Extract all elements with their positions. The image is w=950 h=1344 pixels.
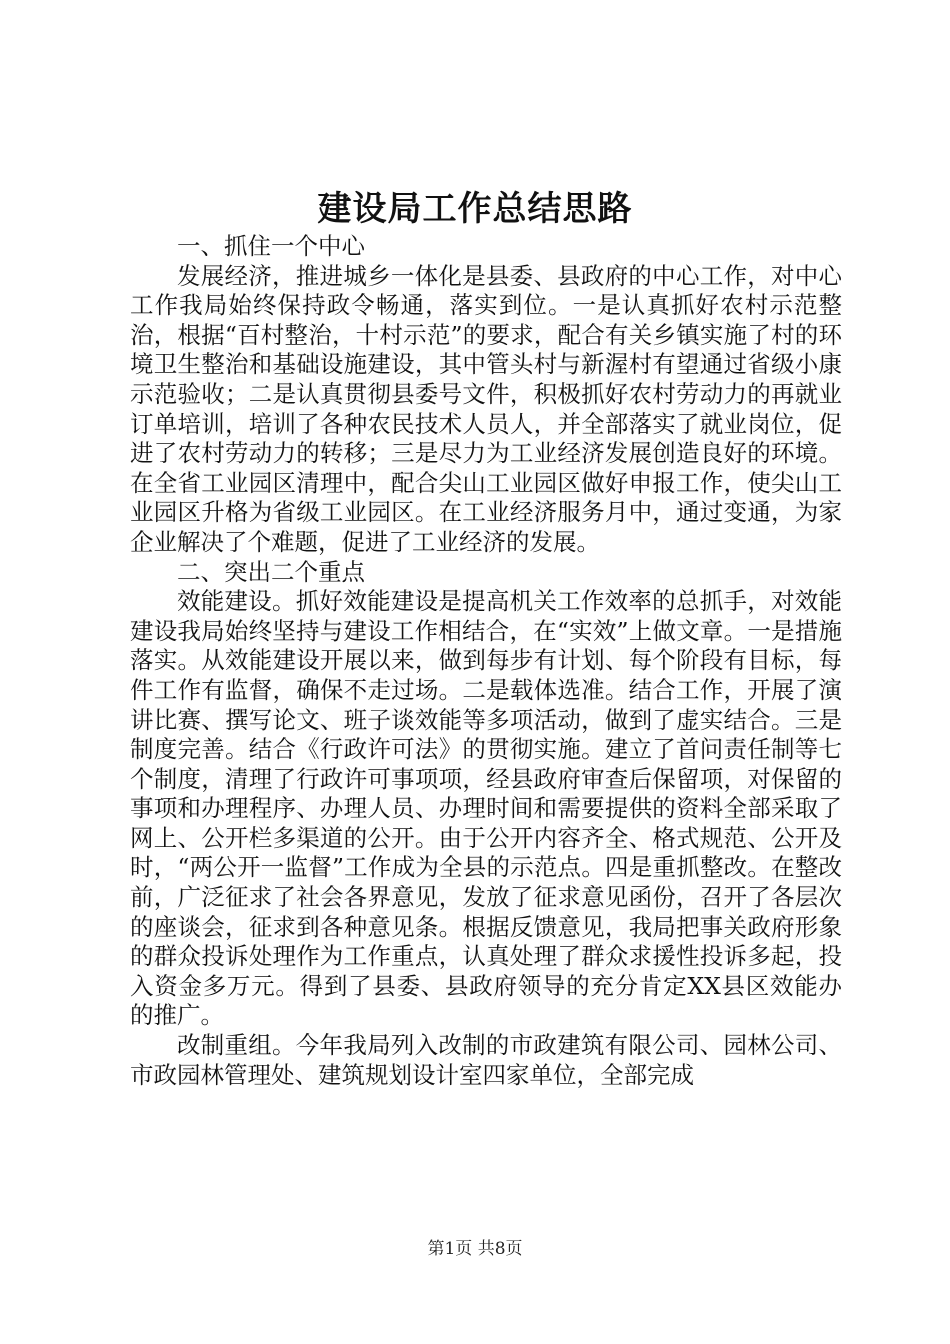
page-number-footer: 第1页 共8页 [427,1239,523,1259]
paragraph-3: 改制重组。今年我局列入改制的市政建筑有限公司、园林公司、市政园林管理处、建筑规划设计室四家单位，全部完成 [130,1031,842,1089]
section-heading-1: 一、抓住一个中心 [177,232,365,260]
document-title: 建设局工作总结思路 [317,189,633,229]
paragraph-2: 效能建设。抓好效能建设是提高机关工作效率的总抓手，对效能建设我局始终坚持与建设工作相结合，在“实效”上做文章。一是措施落实。从效能建设开展以来，做到每步有计划、每个阶段有目标，每件工作有监督，确保不走过场。二是载体选准。结合工作，开展了演讲比赛、撰写论文、班子谈效能等多项活动，做到了虚实结合。三是制度完善。结合《行政许可法》的贯彻实施。建立了首问责任制等七个制度，清理了行政许可事项项，经县政府审查后保留项，对保留的事项和办理程序、办理人员、办理时间和需要提供的资料全部采取了网上、公开栏多渠道的公开。由于公开内容齐全、格式规范、公开及时，“两公开一监督”工作成为全县的示范点。四是重抓整改。在整改前，广泛征求了社会各界意见，发放了征求意见函份，召开了各层次的座谈会，征求到各种意见条。根据反馈意见，我局把事关政府形象的群众投诉处理作为工作重点，认真处理了群众求援性投诉多起，投入资金多万元。得到了县委、县政府领导的充分肯定XX县区效能办的推广。 [130,587,842,1030]
paragraph-1: 发展经济，推进城乡一体化是县委、县政府的中心工作，对中心工作我局始终保持政令畅通，落实到位。一是认真抓好农村示范整治，根据“百村整治，十村示范”的要求，配合有关乡镇实施了村的环境卫生整治和基础设施建设，其中管头村与新渥村有望通过省级小康示范验收；二是认真贯彻县委号文件，积极抓好农村劳动力的再就业订单培训，培训了各种农民技术人员人，并全部落实了就业岗位，促进了农村劳动力的转移；三是尽力为工业经济发展创造良好的环境。在全省工业园区清理中，配合尖山工业园区做好申报工作，使尖山工业园区升格为省级工业园区。在工业经济服务月中，通过变通，为家企业解决了个难题，促进了工业经济的发展。 [130,261,842,556]
document-body [130,232,842,1090]
section-heading-2: 二、突出二个重点 [177,557,365,586]
